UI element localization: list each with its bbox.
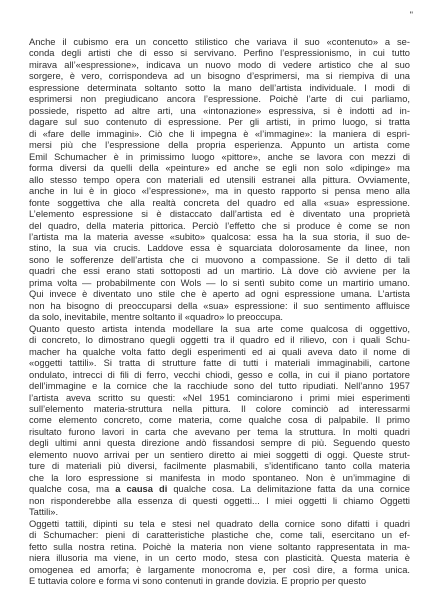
text-line: come elemento concreto, come materia, come qualche cosa di palpabile. Il primo [29,415,410,426]
text-line: allo stesso tempo opera con materiali ed utensili estranei alla pittura. Ovviamente, [29,174,410,185]
text-line: l’artista aveva scritto su questi: «Nel 1951 cominciarono i primi miei esperimenti [29,392,410,403]
text-line: possiede, rispetto ad altre arti, una «intonazione» espressiva, si è indotti ad in- [29,105,410,116]
text-line: risultato furono lavori in carta che avevano per tema la struttura. In molti quadri [29,426,410,437]
text-line: dagare sul suo contenuto di espressione. Per gli artisti, in primo luogo, si tratta [29,117,410,128]
text-line: l’artista ma la materia avesse «subito» qualcosa: essa ha la sua storia, il suo de- [29,231,410,242]
text-line: sono le sofferenze dell’artista che ci muovono a compassione. Se il detto di tali [29,254,410,265]
text-line: Tattili». [29,507,59,518]
text-line: da solo, inevitabile, mentre soltanto il «quadro» lo preoccupa. [29,312,283,323]
text-line: Qui invece è diventato uno stile che è aperto ad ogni espressione umana. L’artista [29,289,410,300]
text-line: che la loro espressione si manifesta in modo spontaneo. Non è un’immagine di [29,472,410,483]
text-line: macher ha qualche volta fatto degli esperimenti ed ai quali aveva dato il nome di [29,346,410,357]
paragraph [29,519,410,588]
text-line: omogenea ed amorfa; è largamente monocroma e, per così dire, a forma unica. [29,564,410,575]
text-line: esprimersi non pregiudicano ancora l’espressione. Poichè l’arte di cui parliamo, [29,94,410,105]
text-line: sorgere, è vero, corrispondeva ad un bisogno d’esprimersi, ma si riempiva di una [29,71,410,82]
text-line: sull’elemento materia-struttura nella pittura. Il colore cominciò ad interessarmi [29,404,410,414]
text-line: espressione determinata soltanto sotto la mano dell’artista individuale. I modi di [29,82,410,93]
text-line: L’elemento espressione si è distaccato dall’artista ed è diventato una proprietà [29,209,410,220]
paragraph [29,37,410,324]
text-line: di concreto, lo dimostrano quegli oggetti tra il quadro ed il rilievo, con i quali Schu- [29,335,410,346]
text-line: mirava all’«espressione», indicava un nuovo modo di vedere artistico che al suo [29,59,410,70]
text-line: non risponderebbe alla essenza di questi oggetti... I miei oggetti li chiamo Oggetti [29,495,410,506]
text-line: Oggetti tattili, dipinti su tela e stesi nel quadrato della cornice sono difatti i quadri [29,518,410,529]
text-line: elemento nuovo arrivai per un sentiero diretto ai miei soggetti di oggi. Queste strut- [29,449,410,460]
text-line: mersi più che l’espressione della propria esperienza. Appunto un artista come [29,140,410,151]
text-line: forma diversi da quelli della «peinture» ed anche se egli non solo «dipinge» ma [29,163,410,174]
text-line: dell’immagine e la cornice che la racchiude sono del tutto ripudiati. Nell’anno 1957 [29,381,410,392]
page-number: " [409,10,413,21]
paragraph [29,324,410,519]
text-line: qualche cosa, ma a causa di qualche cosa. La delimitazione fatta da una cornice [29,484,410,495]
text-line: fetto sulla nostra retina. Poichè la materia non viene soltanto rappresentata in ma- [29,541,410,552]
text-line: Anche il cubismo era un concetto stilistico che variava il suo «contenuto» a se- [29,37,410,47]
text-line: Emil Schumacher è in primissimo luogo «pittore», anche se lavora con mezzi di [29,151,410,162]
text-line: prima volta — probabilmente con Wols — lo si sentì subito come un martirio umano. [29,277,410,288]
text-line: degli ultimi anni questa direzione andò fissandosi sempre di più. Seguendo questo [29,438,410,449]
body-text [29,37,410,588]
text-line: del quadro, della materia pittorica. Perciò l’effetto che si produce è come se non [29,220,410,231]
text-line: ondulato, intrecci di fili di ferro, vecchi chiodi, gesso e colla, in cui il piano portatore [29,369,410,380]
text-line: non ha bisogno di preoccuparsi della «sua» espressione: il suo sentimento affluisce [29,300,410,311]
text-line: stino, la sua via crucis. Laddove essa è squarciata dolorosamente da linee, non [29,243,410,254]
text-line: ture di materiali più diversi, facilmente plasmabili, s’identificano tanto colla materia [29,461,410,472]
text-line: di «fare delle immagini». Ciò che li impegna è «l’immagine»: la maniera di espri- [29,128,410,139]
text-line: di Schumacher: pieni di caratteristiche plastiche che, come tali, esercitano un ef- [29,530,410,541]
text-line: fonte soggettiva che alla realtà concreta del quadro ed alla «sua» espressione. [29,197,410,208]
text-line: «oggetti tattili». Si tratta di strutture fatte di tutti i materiali immaginabili, cartone [29,358,410,369]
text-line: E tuttavia colore e forma vi sono contenuti in grande dovizia. E proprio per questo [29,576,367,587]
text-line: Quanto questo artista intenda modellare la sua arte come qualcosa di oggettivo, [29,323,410,334]
text-line: niera illusoria ma viene, in un certo modo, stesa con plasticità. Questa materia è [29,553,410,564]
emphasis: a causa di [115,484,168,495]
text-line: anche in lui è in gioco «l’espressione», ma in questo rapporto si pensa meno alla [29,186,410,197]
text-line: quadri che essi erano stati sottoposti ad un martirio. Là dove ciò avviene per la [29,266,410,277]
text-line: conda degli artisti che di esso si servivano. Perfino l’espressionismo, in cui tutto [29,48,410,59]
